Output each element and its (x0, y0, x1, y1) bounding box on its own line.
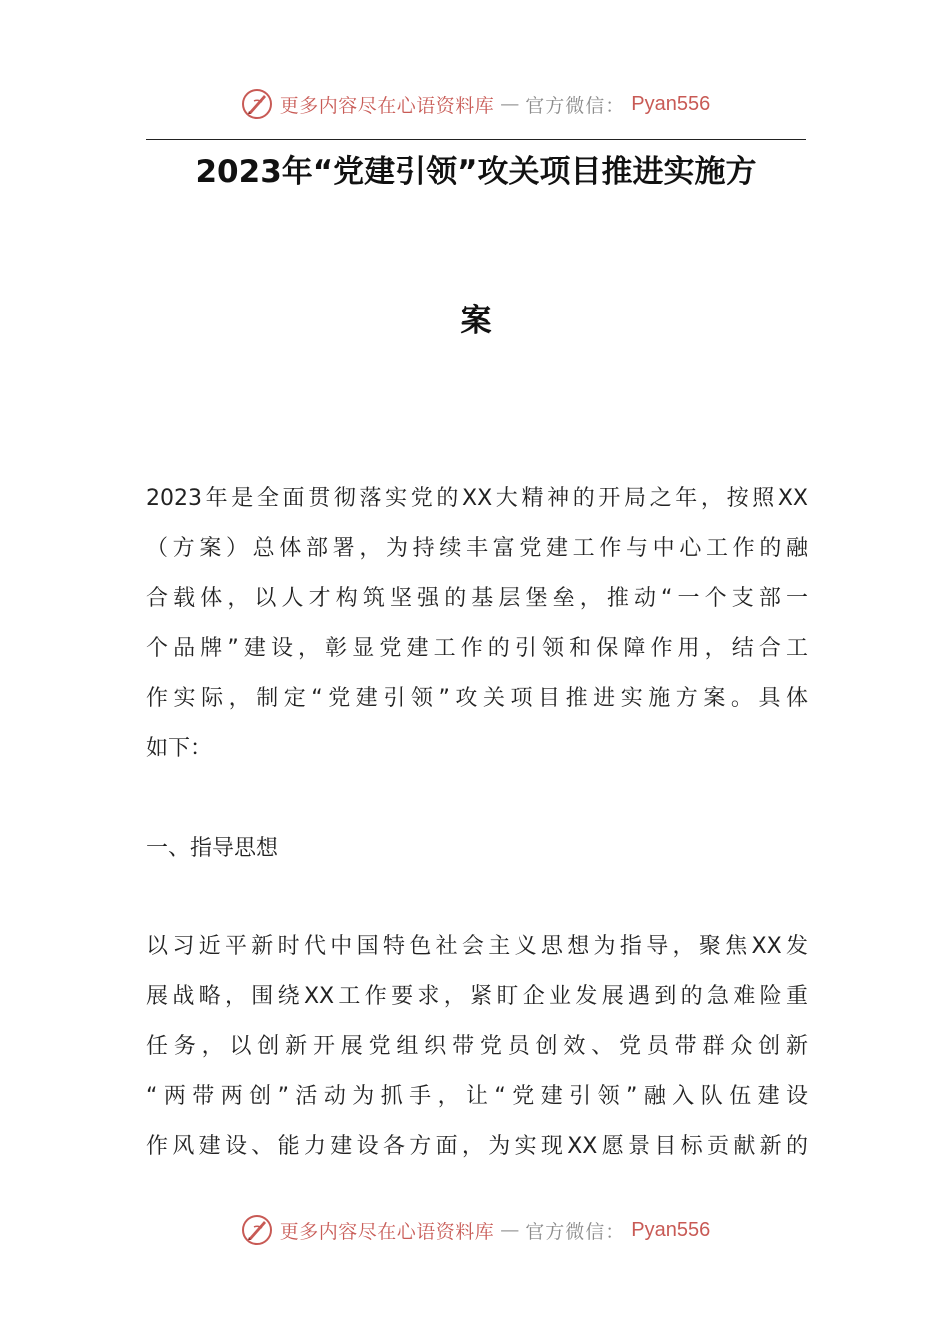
watermark-separator: — (500, 93, 520, 115)
quill-logo-icon (240, 1213, 274, 1247)
paragraph-line: 2023年是全面贯彻落实党的XX大精神的开局之年，按照XX (146, 486, 808, 511)
section-heading (146, 824, 808, 874)
watermark-wechat-id: Pyan556 (631, 1218, 711, 1241)
paragraph-line: 作实际，制定“党建引领”攻关项目推进实施方案。具体 (146, 686, 808, 711)
section-heading-text: 一、指导思想 (146, 836, 279, 861)
paragraph-line: 展战略，围绕XX工作要求，紧盯企业发展遇到的急难险重 (146, 984, 808, 1009)
watermark-wechat-id: Pyan556 (631, 92, 711, 115)
paragraph-line: 以习近平新时代中国特色社会主义思想为指导，聚焦XX发 (146, 934, 808, 959)
watermark-wechat-label: 官方微信： (525, 1220, 626, 1243)
paragraph-line: （方案）总体部署，为持续丰富党建工作与中心工作的融 (146, 536, 808, 561)
intro-paragraph (146, 474, 808, 774)
quill-logo-icon (240, 87, 274, 121)
header-divider (146, 139, 806, 140)
paragraph-line: 如下： (146, 736, 213, 761)
watermark-wechat-label: 官方微信： (525, 94, 626, 117)
paragraph-line: 合载体，以人才构筑坚强的基层堡垒，推动“一个支部一 (146, 586, 808, 611)
footer-watermark (0, 1208, 950, 1252)
header-watermark (0, 82, 950, 126)
document-title-line-2: 案 (460, 303, 492, 339)
paragraph-line: 任务，以创新开展党组织带党员创效、党员带群众创新 (146, 1034, 808, 1059)
watermark-text: 更多内容尽在心语资料库 (279, 1220, 495, 1243)
paragraph-line: 个品牌”建设，彰显党建工作的引领和保障作用，结合工 (146, 636, 808, 661)
paragraph-line: 作风建设、能力建设各方面，为实现XX愿景目标贡献新的 (146, 1134, 808, 1159)
paragraph-line: “两带两创”活动为抓手，让“党建引领”融入队伍建设 (146, 1084, 808, 1109)
watermark-separator: — (500, 1219, 520, 1241)
document-title-line-1: 2023年“党建引领”攻关项目推进实施方 (195, 154, 757, 190)
guiding-thought-paragraph (146, 922, 808, 1172)
watermark-text: 更多内容尽在心语资料库 (279, 94, 495, 117)
